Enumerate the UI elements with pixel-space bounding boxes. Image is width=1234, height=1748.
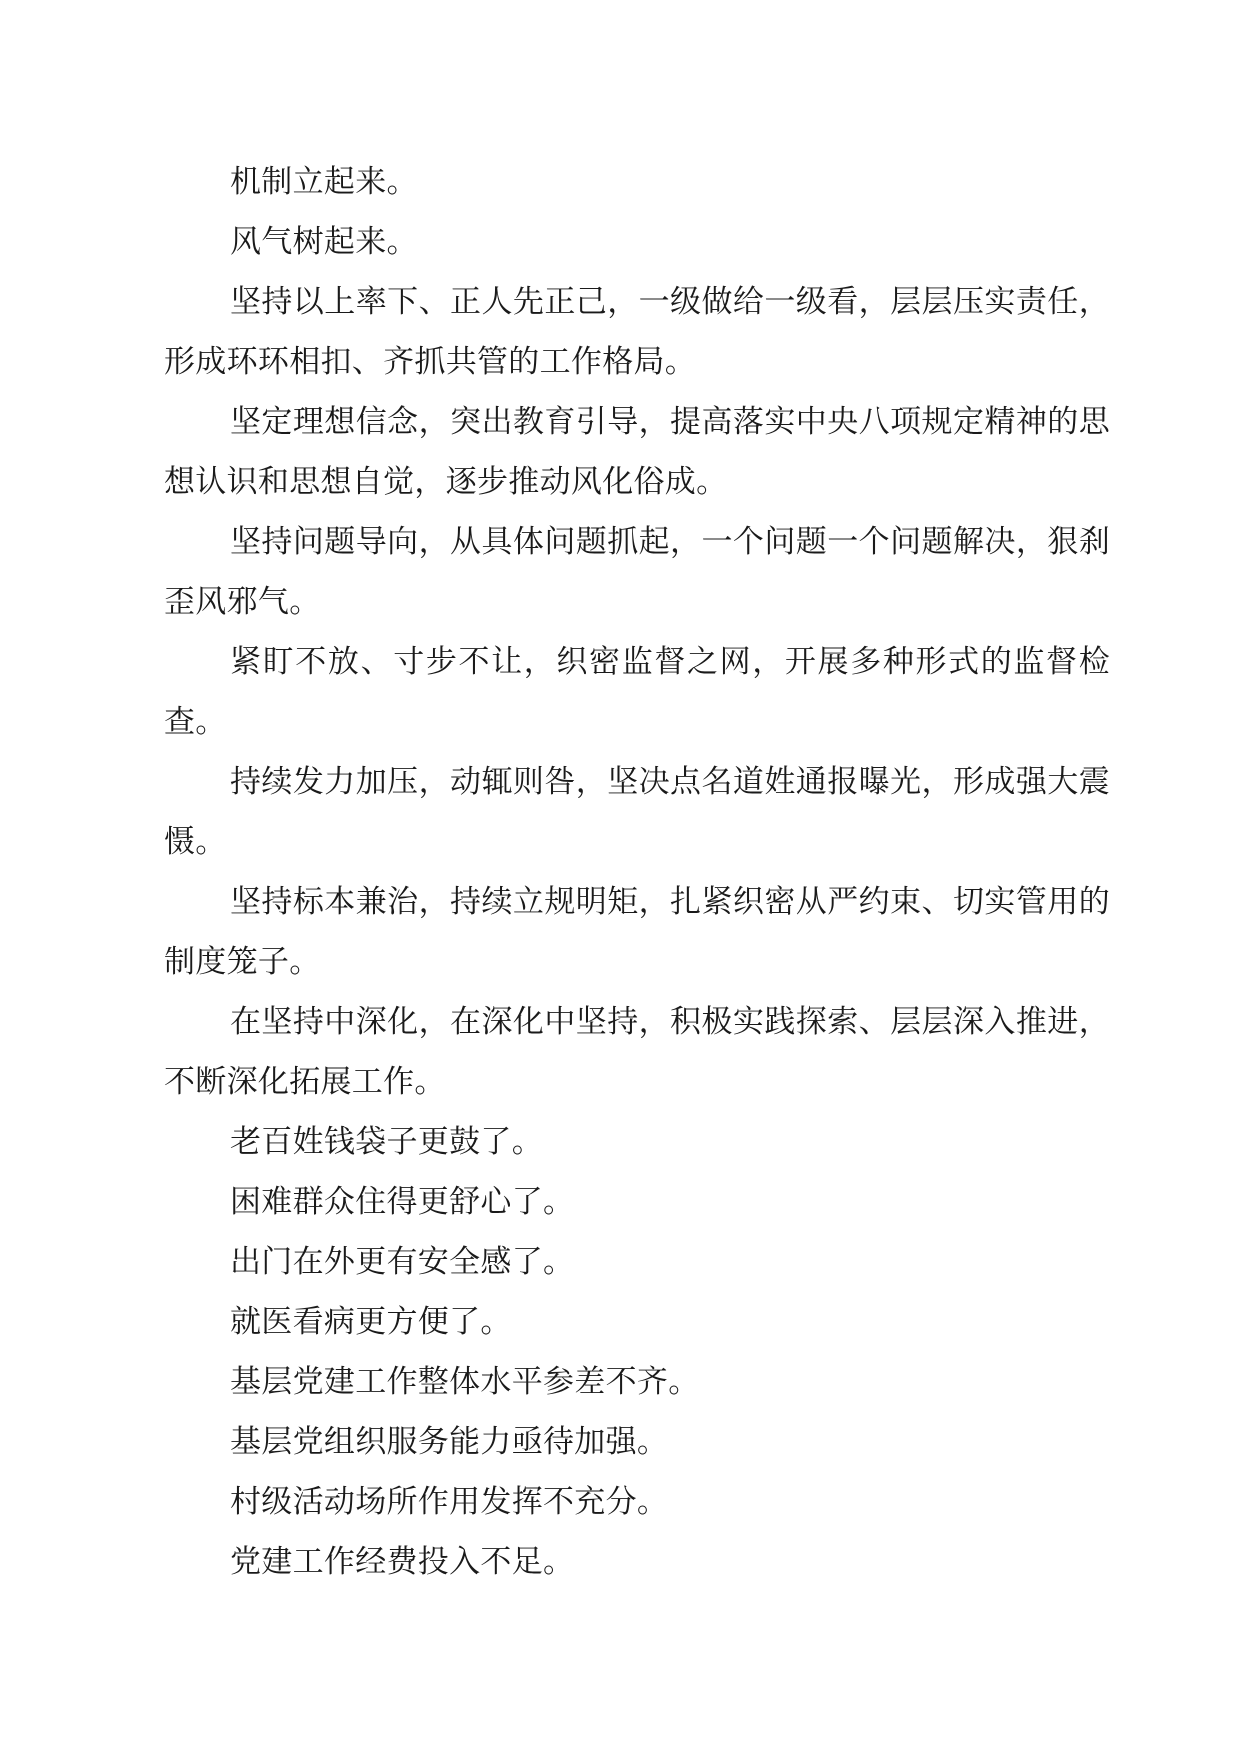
paragraph-7: 持续发力加压，动辄则咎，坚决点名道姓通报曝光，形成强大震慑。 bbox=[164, 764, 1110, 860]
paragraph-12: 出门在外更有安全感了。 bbox=[230, 1244, 575, 1280]
paragraph-17: 党建工作经费投入不足。 bbox=[230, 1544, 575, 1580]
paragraph-13: 就医看病更方便了。 bbox=[230, 1304, 512, 1340]
paragraph-4: 坚定理想信念，突出教育引导，提高落实中央八项规定精神的思想认识和思想自觉，逐步推动风化俗成。 bbox=[164, 404, 1110, 500]
paragraph-14: 基层党建工作整体水平参差不齐。 bbox=[230, 1364, 700, 1400]
paragraph-2: 风气树起来。 bbox=[230, 224, 418, 260]
paragraph-10: 老百姓钱袋子更鼓了。 bbox=[230, 1124, 543, 1160]
paragraph-8: 坚持标本兼治，持续立规明矩，扎紧织密从严约束、切实管用的制度笼子。 bbox=[164, 884, 1110, 980]
paragraph-3: 坚持以上率下、正人先正己，一级做给一级看，层层压实责任，形成环环相扣、齐抓共管的工作格局。 bbox=[164, 284, 1110, 380]
paragraph-15: 基层党组织服务能力亟待加强。 bbox=[230, 1424, 669, 1460]
paragraph-9: 在坚持中深化，在深化中坚持，积极实践探索、层层深入推进，不断深化拓展工作。 bbox=[164, 1004, 1110, 1100]
paragraph-1: 机制立起来。 bbox=[230, 164, 418, 200]
paragraph-11: 困难群众住得更舒心了。 bbox=[230, 1184, 575, 1220]
paragraph-6: 紧盯不放、寸步不让，织密监督之网，开展多种形式的监督检查。 bbox=[164, 644, 1110, 740]
document-body bbox=[164, 152, 1110, 1592]
paragraph-5: 坚持问题导向，从具体问题抓起，一个问题一个问题解决，狠刹歪风邪气。 bbox=[164, 524, 1110, 620]
paragraph-16: 村级活动场所作用发挥不充分。 bbox=[230, 1484, 669, 1520]
